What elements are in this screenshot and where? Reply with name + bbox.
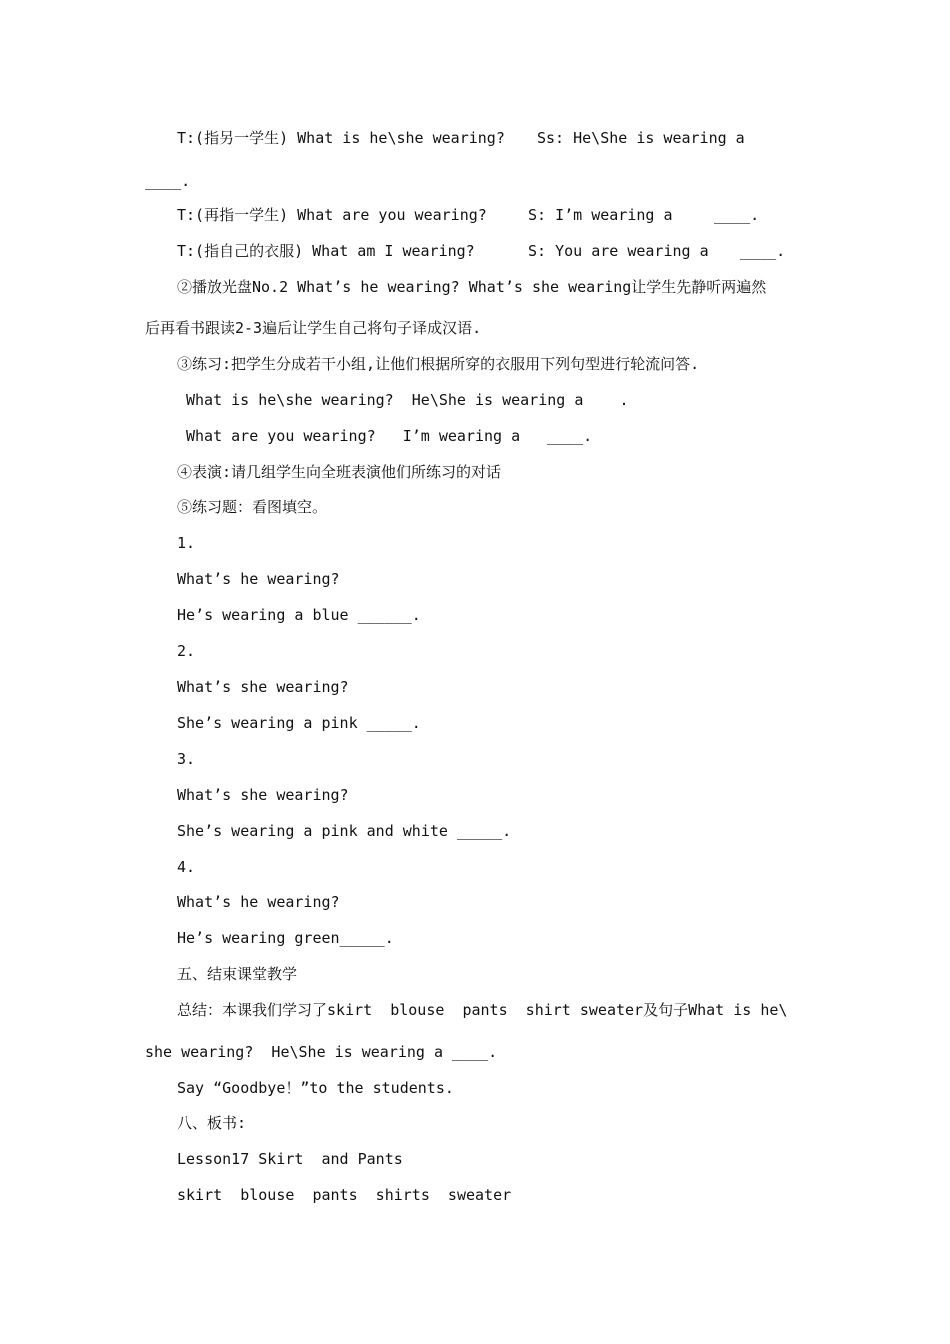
section-heading-5: 五、结束课堂教学	[177, 965, 298, 983]
line-teacher-question-1: T:(指另一学生) What is he\she wearing?	[177, 129, 505, 147]
section-heading-8: 八、板书:	[177, 1114, 247, 1132]
exercise-question-1: What’s he wearing?	[177, 570, 340, 588]
line-teacher-question-3: T:(指自己的衣服) What am I wearing?	[177, 242, 475, 260]
line-pattern-2: What are you wearing? I’m wearing a	[186, 427, 521, 445]
line-pattern-2-blank: ____.	[547, 427, 593, 445]
exercise-question-3: What’s she wearing?	[177, 786, 349, 804]
line-blank-3: ____.	[740, 242, 786, 260]
goodbye-line: Say “Goodbye！”to the students.	[177, 1079, 454, 1097]
line-students-answer-1: Ss: He\She is wearing a	[537, 129, 745, 147]
exercise-number-3: 3.	[177, 750, 196, 768]
exercise-question-4: What’s he wearing?	[177, 893, 340, 911]
exercise-number-4: 4.	[177, 858, 196, 876]
summary-line-2: she wearing? He\She is wearing a ____.	[145, 1043, 498, 1061]
line-blank-2: ____.	[714, 206, 760, 224]
line-blank-1: ____.	[145, 172, 191, 190]
line-step-5: ⑤练习题：看图填空。	[177, 498, 328, 516]
line-student-answer-2: S: I’m wearing a	[528, 206, 673, 224]
line-pattern-1: What is he\she wearing? He\She is wearing a .	[186, 391, 629, 409]
exercise-answer-1: He’s wearing a blue ______.	[177, 606, 421, 624]
board-title: Lesson17 Skirt and Pants	[177, 1150, 403, 1168]
exercise-question-2: What’s she wearing?	[177, 678, 349, 696]
summary-line-1: 总结：本课我们学习了skirt blouse pants shirt sweater及句子What is he\	[177, 1001, 788, 1019]
line-step-2b: 后再看书跟读2-3遍后让学生自己将句子译成汉语.	[145, 319, 482, 337]
exercise-answer-4: He’s wearing green_____.	[177, 929, 394, 947]
exercise-number-2: 2.	[177, 642, 196, 660]
line-teacher-question-2: T:(再指一学生) What are you wearing?	[177, 206, 487, 224]
line-step-4: ④表演:请几组学生向全班表演他们所练习的对话	[177, 463, 502, 481]
line-student-answer-3: S: You are wearing a	[528, 242, 709, 260]
line-step-3: ③练习:把学生分成若干小组,让他们根据所穿的衣服用下列句型进行轮流问答.	[177, 355, 700, 373]
exercise-answer-2: She’s wearing a pink _____.	[177, 714, 421, 732]
exercise-answer-3: She’s wearing a pink and white _____.	[177, 822, 512, 840]
line-step-2a: ②播放光盘No.2 What’s he wearing? What’s she wearing让学生先静听两遍然	[177, 278, 767, 296]
board-vocabulary: skirt blouse pants shirts sweater	[177, 1186, 512, 1204]
exercise-number-1: 1.	[177, 534, 196, 552]
